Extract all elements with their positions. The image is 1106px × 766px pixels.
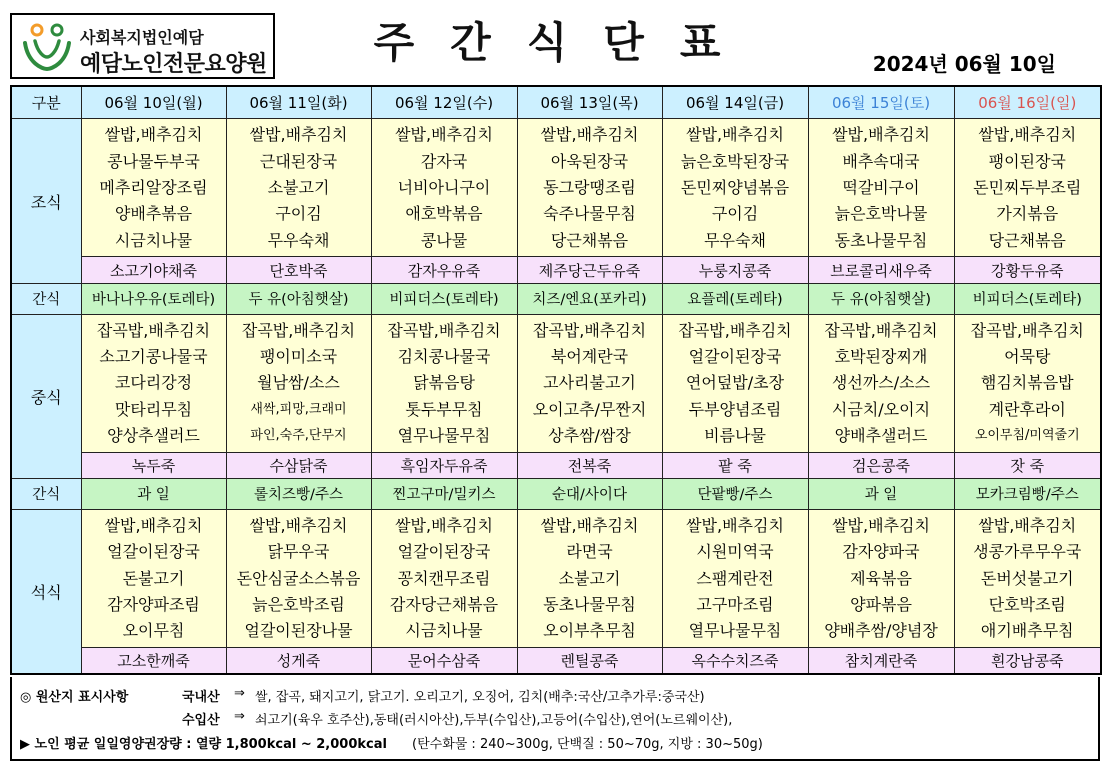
lunch-day-3 (517, 314, 662, 452)
menu-item: 잡곡밥,배추김치 (970, 320, 1084, 340)
menu-item: 무우숙채 (704, 230, 766, 250)
breakfast-porridge-row (11, 257, 1101, 284)
menu-item: 쌀밥,배추김치 (395, 515, 493, 535)
menu-item: 쌀밥,배추김치 (249, 515, 348, 535)
menu-item: 쌀밥,배추김치 (832, 125, 930, 145)
menu-item: 무우숙채 (267, 230, 330, 250)
breakfast-row (11, 119, 1101, 257)
menu-item: 어묵탕 (1004, 346, 1051, 366)
menu-item: 쌀밥,배추김치 (104, 515, 203, 535)
menu-item: 팽이된장국 (988, 151, 1066, 171)
dinner-day-6 (954, 509, 1101, 647)
menu-item: 계란후라이 (988, 399, 1066, 419)
domestic-label: 국내산 (182, 690, 220, 705)
dinner-day-1 (226, 509, 371, 647)
header-date: 2024년 06월 10일 (872, 52, 1056, 76)
menu-item: 햄김치볶음밥 (980, 373, 1074, 393)
menu-item: 생콩가루무우국 (973, 542, 1082, 562)
dinner-day-0 (81, 509, 226, 647)
weekly-menu-table (10, 85, 1102, 675)
menu-item: 호박된장찌개 (834, 346, 928, 366)
menu-item: 시원미역국 (696, 542, 774, 562)
menu-item: 당근채볶음 (988, 230, 1066, 250)
page-title: 주간식단표 (373, 18, 757, 67)
menu-item: 감자당근채볶음 (389, 595, 499, 615)
snack-item: 과 일 (81, 479, 226, 510)
porridge-item: 강황두유죽 (954, 257, 1101, 284)
menu-item: 상추쌈/쌈장 (548, 426, 631, 446)
porridge-item: 브로콜리새우죽 (808, 257, 954, 284)
menu-item: 잡곡밥,배추김치 (96, 320, 211, 340)
porridge-item: 수삼닭죽 (226, 452, 371, 479)
snack-item: 바나나우유(토레타) (81, 283, 226, 314)
menu-item: 시금치나물 (405, 621, 483, 641)
menu-item: 연어덮밥/초장 (685, 373, 785, 393)
menu-item: 근대된장국 (259, 151, 338, 171)
snack-item: 순대/사이다 (517, 479, 662, 510)
lunch-day-6 (954, 314, 1101, 452)
breakfast-day-1 (226, 119, 371, 257)
dinner-porridge-row (11, 647, 1101, 674)
dinner-row (11, 509, 1101, 647)
page-header (0, 0, 1106, 84)
menu-item: 구이김 (275, 204, 322, 224)
header-day-3: 06월 12일(수) (371, 86, 517, 119)
menu-item: 열무나물무침 (688, 621, 782, 641)
dinner-day-4 (662, 509, 808, 647)
menu-item: 쌀밥,배추김치 (395, 125, 493, 145)
snack-item: 롤치즈빵/주스 (226, 479, 371, 510)
org-name: 예담노인전문요양원 (80, 52, 267, 77)
menu-item: 얼갈이된장국 (107, 542, 200, 562)
menu-item: 잡곡밥,배추김치 (241, 320, 356, 340)
menu-item: 소불고기 (558, 568, 621, 588)
breakfast-day-2 (371, 119, 517, 257)
menu-item: 꽁치캔무조림 (397, 568, 491, 588)
menu-item: 돈버섯불고기 (980, 568, 1074, 588)
menu-item: 소불고기 (267, 178, 330, 198)
snack-item: 찐고구마/밀키스 (371, 479, 517, 510)
snack_am-label: 간식 (11, 283, 81, 314)
menu-item: 숙주나물무침 (543, 204, 636, 224)
breakfast-day-3 (517, 119, 662, 257)
menu-item: 소고기콩나물국 (99, 346, 208, 366)
menu-item: 제육볶음 (850, 568, 912, 588)
porridge-item: 성게죽 (226, 647, 371, 674)
porridge-item: 렌틸콩죽 (517, 647, 662, 674)
porridge-item: 누룽지콩죽 (662, 257, 808, 284)
menu-item: 동그랑땡조림 (543, 178, 636, 198)
menu-item: 열무나물무침 (397, 426, 491, 446)
porridge-item: 제주당근두유죽 (517, 257, 662, 284)
import-origins: 쇠고기(육우 호주산),동태(러시아산),두부(수입산),고등어(수입산),연어(노르웨이산), (255, 713, 733, 728)
menu-item: 감자국 (420, 151, 468, 171)
menu-item: 쌀밥,배추김치 (978, 515, 1077, 535)
breakfast-label: 조식 (11, 119, 81, 284)
menu-item: 파인,숙주,단무지 (250, 428, 347, 444)
menu-item: 김치콩나물국 (397, 346, 491, 366)
porridge-item: 소고기야채죽 (81, 257, 226, 284)
menu-item: 오이고추/무짠지 (532, 399, 647, 419)
porridge-item: 녹두죽 (81, 452, 226, 479)
menu-item: 콩나물 (420, 230, 468, 250)
lunch-day-5 (808, 314, 954, 452)
menu-item: 쌀밥,배추김치 (249, 125, 348, 145)
snack_am-row (11, 283, 1101, 314)
menu-item: 동초나물무침 (834, 230, 928, 250)
header-row (11, 86, 1101, 119)
snack-item: 과 일 (808, 479, 954, 510)
menu-item: 고구마조림 (696, 595, 774, 615)
menu-item: 양배추볶음 (114, 204, 193, 224)
porridge-item: 참치계란죽 (808, 647, 954, 674)
menu-item: 월남쌈/소스 (257, 373, 340, 393)
arrow-icon: ⇒ (234, 686, 245, 701)
snack-item: 단팥빵/주스 (662, 479, 808, 510)
dinner-day-2 (371, 509, 517, 647)
menu-item: 닭무우국 (267, 542, 330, 562)
header-day-5: 06월 14일(금) (662, 86, 808, 119)
menu-item: 코다리강정 (114, 373, 193, 393)
footer-notes (10, 677, 1100, 761)
menu-item: 쌀밥,배추김치 (978, 125, 1077, 145)
menu-item: 가지볶음 (996, 204, 1059, 224)
menu-item: 고사리불고기 (543, 373, 636, 393)
lunch-day-1 (226, 314, 371, 452)
menu-item: 쌀밥,배추김치 (540, 515, 639, 535)
menu-item: 콩나물두부국 (107, 151, 200, 171)
menu-item: 잡곡밥,배추김치 (824, 320, 938, 340)
menu-item: 양배추샐러드 (834, 426, 928, 446)
menu-item: 감자양파조림 (107, 595, 200, 615)
breakfast-day-4 (662, 119, 808, 257)
menu-item: 닭볶음탕 (413, 373, 475, 393)
snack-item: 비피더스(토레타) (954, 283, 1101, 314)
lunch-label: 중식 (11, 314, 81, 479)
snack-item: 두 유(아침햇살) (226, 283, 371, 314)
menu-item: 잡곡밥,배추김치 (532, 320, 647, 340)
menu-item: 두부양념조림 (688, 399, 782, 419)
menu-item: 떡갈비구이 (842, 178, 920, 198)
menu-item: 얼갈이된장국 (688, 346, 782, 366)
menu-item: 양파볶음 (850, 595, 912, 615)
menu-item: 맛타리무침 (114, 399, 193, 419)
breakfast-day-5 (808, 119, 954, 257)
snack-item: 치즈/엔요(포카리) (517, 283, 662, 314)
nutrition-detail: (탄수화물 : 240~300g, 단백질 : 50~70g, 지방 : 30~50g) (412, 737, 763, 752)
menu-item: 쌀밥,배추김치 (540, 125, 639, 145)
menu-item: 톳두부무침 (405, 399, 483, 419)
menu-item: 비름나물 (704, 426, 766, 446)
menu-item: 구이김 (711, 204, 759, 224)
logo-heart-icon (20, 21, 75, 73)
menu-item: 배추속대국 (842, 151, 920, 171)
porridge-item: 흰강남콩죽 (954, 647, 1101, 674)
lunch-day-0 (81, 314, 226, 452)
menu-item: 쌀밥,배추김치 (104, 125, 203, 145)
import-label: 수입산 (182, 713, 220, 728)
menu-item: 시금치/오이지 (831, 399, 931, 419)
header-day-7: 06월 16일(일) (954, 86, 1101, 119)
nutrition-title: ▶ 노인 평균 일일영양권장량 : 열량 1,800kcal ~ 2,000kcal (20, 737, 387, 752)
menu-item: 돈민찌두부조림 (973, 178, 1082, 198)
menu-item: 오이무침 (122, 621, 185, 641)
menu-item: 얼갈이된장국 (397, 542, 491, 562)
dinner-day-3 (517, 509, 662, 647)
menu-item: 돈안심굴소스볶음 (236, 568, 361, 588)
menu-item: 오이부추무침 (543, 621, 636, 641)
porridge-item: 감자우유죽 (371, 257, 517, 284)
menu-item: 너비아니구이 (397, 178, 491, 198)
menu-item: 메추리알장조림 (99, 178, 208, 198)
menu-item: 쌀밥,배추김치 (686, 515, 784, 535)
snack_pm-row (11, 479, 1101, 510)
origin-title: ◎ 원산지 표시사항 (20, 690, 129, 705)
porridge-item: 흑임자두유죽 (371, 452, 517, 479)
menu-item: 양상추샐러드 (107, 426, 200, 446)
menu-item: 늙은호박된장국 (680, 151, 790, 171)
breakfast-day-6 (954, 119, 1101, 257)
menu-item: 북어계란국 (550, 346, 629, 366)
menu-item: 오이무침/미역줄기 (974, 428, 1080, 444)
lunch-day-2 (371, 314, 517, 452)
menu-item: 새싹,피망,크래미 (250, 401, 347, 417)
menu-item: 돈불고기 (122, 568, 185, 588)
menu-item: 시금치나물 (114, 230, 193, 250)
porridge-item: 문어수삼죽 (371, 647, 517, 674)
domestic-origins: 쌀, 잡곡, 돼지고기, 닭고기. 오리고기, 오징어, 김치(배추:국산/고추가루:중국산) (255, 690, 705, 705)
menu-item: 돈민찌양념볶음 (680, 178, 790, 198)
snack-item: 모카크림빵/주스 (954, 479, 1101, 510)
menu-item: 팽이미소국 (259, 346, 338, 366)
breakfast-day-0 (81, 119, 226, 257)
menu-item: 당근채볶음 (550, 230, 629, 250)
porridge-item: 옥수수치즈죽 (662, 647, 808, 674)
porridge-item: 잣 죽 (954, 452, 1101, 479)
lunch-porridge-row (11, 452, 1101, 479)
snack-item: 비피더스(토레타) (371, 283, 517, 314)
porridge-item: 단호박죽 (226, 257, 371, 284)
header-day-6: 06월 15일(토) (808, 86, 954, 119)
menu-item: 잡곡밥,배추김치 (678, 320, 792, 340)
snack-item: 두 유(아침햇살) (808, 283, 954, 314)
snack_pm-label: 간식 (11, 479, 81, 510)
header-category: 구분 (11, 86, 81, 119)
menu-item: 아욱된장국 (550, 151, 629, 171)
menu-item: 생선까스/소스 (831, 373, 931, 393)
header-day-2: 06월 11일(화) (226, 86, 371, 119)
porridge-item: 검은콩죽 (808, 452, 954, 479)
org-logo (10, 13, 275, 79)
menu-item: 잡곡밥,배추김치 (387, 320, 501, 340)
menu-item: 늙은호박조림 (252, 595, 345, 615)
header-day-4: 06월 13일(목) (517, 86, 662, 119)
porridge-item: 고소한깨죽 (81, 647, 226, 674)
dinner-day-5 (808, 509, 954, 647)
lunch-row (11, 314, 1101, 452)
header-day-1: 06월 10일(월) (81, 86, 226, 119)
menu-item: 늙은호박나물 (834, 204, 928, 224)
lunch-day-4 (662, 314, 808, 452)
menu-item: 스팸계란전 (696, 568, 774, 588)
snack-item: 요플레(토레타) (662, 283, 808, 314)
porridge-item: 팥 죽 (662, 452, 808, 479)
menu-item: 단호박조림 (988, 595, 1066, 615)
menu-item: 쌀밥,배추김치 (832, 515, 930, 535)
menu-item: 감자양파국 (842, 542, 920, 562)
menu-item: 애호박볶음 (405, 204, 483, 224)
menu-item: 애기배추무침 (980, 621, 1074, 641)
menu-item: 라면국 (566, 542, 613, 562)
dinner-label: 석식 (11, 509, 81, 674)
menu-item: 양배추쌈/양념장 (824, 621, 938, 641)
org-subtitle: 사회복지법인예담 (80, 28, 204, 47)
menu-item: 얼갈이된장나물 (244, 621, 353, 641)
arrow-icon: ⇒ (234, 709, 245, 724)
menu-item: 동초나물무침 (543, 595, 636, 615)
menu-item: 쌀밥,배추김치 (686, 125, 784, 145)
porridge-item: 전복죽 (517, 452, 662, 479)
